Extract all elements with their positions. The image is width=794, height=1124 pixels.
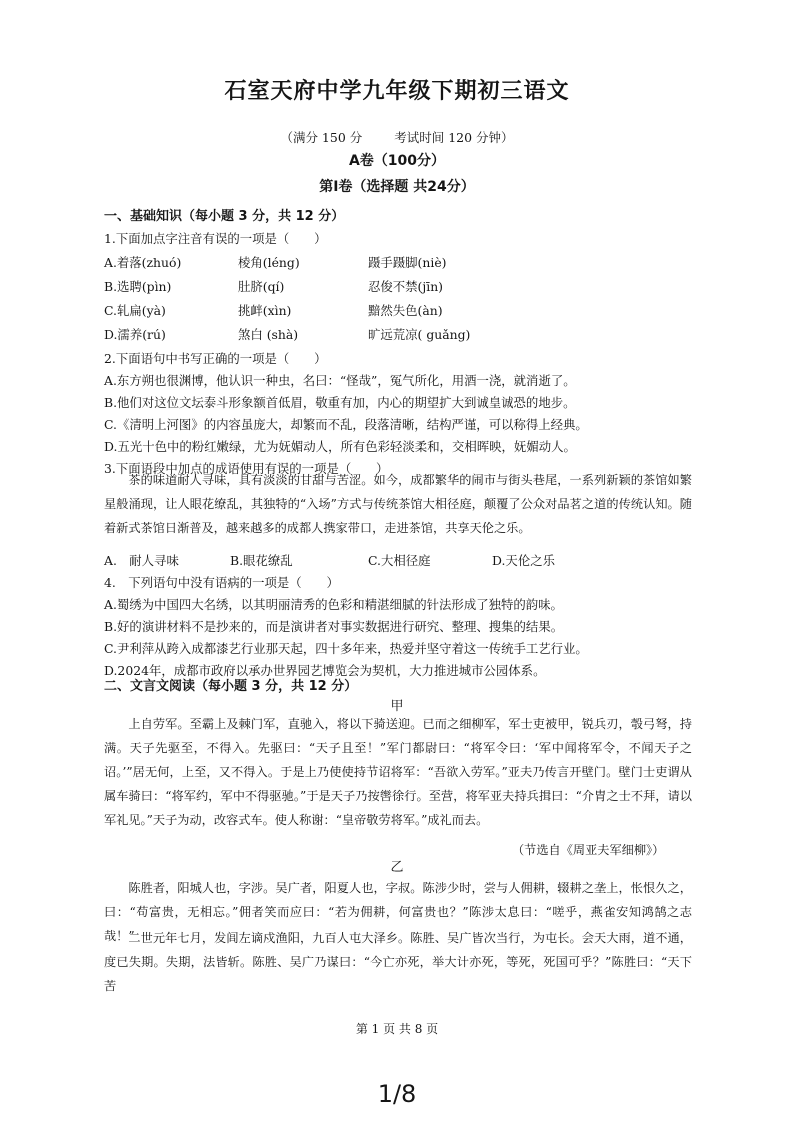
q4-option-c: C.尹利萍从跨入成都漆艺行业那天起，四十多年来，热爱并坚守着这一传统手工艺行业。 — [104, 641, 588, 656]
passage-jia: 上自劳军。至霸上及棘门军，直驰入，将以下骑送迎。已而之细柳军，军士吏被甲，锐兵刃，彀弓弩，持满。天子先驱至，不得入。先驱曰：“天子且至！”军门都尉曰：“将军令曰：‘军中闻将军令，不闻天子之诏。’”居无何，上至，又不得入。于是上乃使使持节诏将军：“吾欲入劳军。”亚夫乃传言开壁门。壁门士吏谓从属车骑曰：“将军约，军中不得驱驰。”于是天子乃按辔徐行。至营，将军亚夫持兵揖曰：“介胄之士不拜，请以军礼见。”天子为动，改容式车。使人称谢：“皇帝敬劳将军。”成礼而去。 — [104, 717, 692, 827]
q1-b-2: 肚脐(qí) — [238, 279, 285, 294]
q3-option-b: B.眼花缭乱 — [230, 553, 293, 568]
q1-c-3: 黯然失色(àn) — [368, 303, 443, 318]
q1-d-1: D.濡养(rú) — [104, 327, 166, 342]
passage-jia-source: （节选自《周亚夫军细柳》） — [512, 843, 665, 857]
q2-option-d: D.五光十色中的粉红嫩绿，尤为妩媚动人，所有色彩轻淡柔和，交相晖映，妩媚动人。 — [104, 439, 576, 454]
q1-d-2: 煞白 (shà) — [238, 327, 299, 342]
section-heading-classical: 二、文言文阅读（每小题 3 分，共 12 分） — [104, 679, 358, 694]
q1-c-1: C.轧扁(yà) — [104, 303, 166, 318]
page-title: 石室天府中学九年级下期初三语文 — [224, 79, 570, 104]
q1-b-3: 忍俊不禁(jīn) — [368, 279, 444, 294]
passage-yi-paragraph-1: 陈胜者，阳城人也，字涉。吴广者，阳夏人也，字叔。陈涉少时，尝与人佣耕，辍耕之垄上，怅恨久之，曰：“苟富贵，无相忘。”佣者笑而应曰：“若为佣耕，何富贵也？”陈涉太息曰：“嗟乎，燕雀安知鸿鹄之志哉！” — [104, 881, 692, 943]
q4-option-a: A.蜀绣为中国四大名绣，以其明丽清秀的色彩和精湛细腻的针法形成了独特的韵味。 — [104, 597, 563, 612]
passage-jia-label: 甲 — [390, 699, 404, 714]
part-heading: 第Ⅰ卷（选择题 共24分） — [319, 179, 475, 195]
passage-yi-label: 乙 — [390, 860, 404, 875]
q2-option-b: B.他们对这位文坛泰斗形象额首低眉，敬重有加，内心的期望扩大到诚皇诚恐的地步。 — [104, 395, 576, 410]
q4-option-d: D.2024年，成都市政府以承办世界园艺博览会为契机，大力推进城市公园体系。 — [104, 663, 546, 678]
q2-stem: 2.下面语句中书写正确的一项是（ ） — [104, 351, 327, 366]
q1-d-3: 旷远荒凉( guǎng) — [368, 327, 471, 342]
page-footer: 第 1 页 共 8 页 — [355, 1022, 439, 1036]
q1-c-2: 挑衅(xìn) — [238, 303, 292, 318]
exam-meta — [0, 128, 794, 146]
q1-a-2: 棱角(léng) — [238, 255, 300, 270]
q1-a-1: A.着落(zhuó) — [104, 255, 182, 270]
exam-time: 考试时间 120 分钟） — [394, 130, 514, 145]
q1-a-3: 蹑手蹑脚(niè) — [368, 255, 447, 270]
q3-option-d: D.天伦之乐 — [492, 553, 555, 568]
page-counter: 1/8 — [377, 1080, 417, 1108]
q1-b-1: B.选聘(pìn) — [104, 279, 172, 294]
q3-option-a: A. 耐人寻味 — [104, 553, 179, 568]
section-heading-basics: 一、基础知识（每小题 3 分，共 12 分） — [104, 209, 345, 224]
q3-option-c: C.大相径庭 — [368, 553, 431, 568]
q3-passage: 茶的味道耐人寻味，具有淡淡的甘甜与苦涩。如今，成都繁华的闹市与街头巷尾，一系列新颖的茶馆如繁星般涌现，让人眼花缭乱，其独特的“入场”方式与传统茶馆大相径庭，颠覆了公众对品茗之道的传统认知。随着新式茶馆日渐普及，越来越多的成都人携家带口，走进茶馆，共享天伦之乐。 — [104, 473, 692, 535]
q3-stem: 3.下面语段中加点的成语使用有误的一项是（ ） — [104, 461, 389, 476]
passage-yi-paragraph-2: 二世元年七月，发闾左谪戍渔阳，九百人屯大泽乡。陈胜、吴广皆次当行，为屯长。会天大雨，道不通，度已失期。失期，法皆斩。陈胜、吴广乃谋曰：“今亡亦死，举大计亦死，等死，死国可乎？”陈胜曰：“天下苦 — [104, 931, 692, 993]
full-score: （满分 150 分 — [280, 130, 363, 145]
q1-stem: 1.下面加点字注音有误的一项是（ ） — [104, 231, 327, 246]
q4-option-b: B.好的演讲材料不是抄来的，而是演讲者对事实数据进行研究、整理、搜集的结果。 — [104, 619, 564, 634]
volume-heading: A卷（100分） — [348, 153, 446, 169]
q2-option-c: C.《清明上河图》的内容虽庞大，却繁而不乱，段落清晰，结构严谨，可以称得上经典。 — [104, 417, 588, 432]
q2-option-a: A.东方朔也很渊博，他认识一种虫，名曰：“怪哉”，冤气所化，用酒一浇，就消逝了。 — [104, 373, 576, 388]
q4-stem: 4. 下列语句中没有语病的一项是（ ） — [104, 575, 339, 590]
